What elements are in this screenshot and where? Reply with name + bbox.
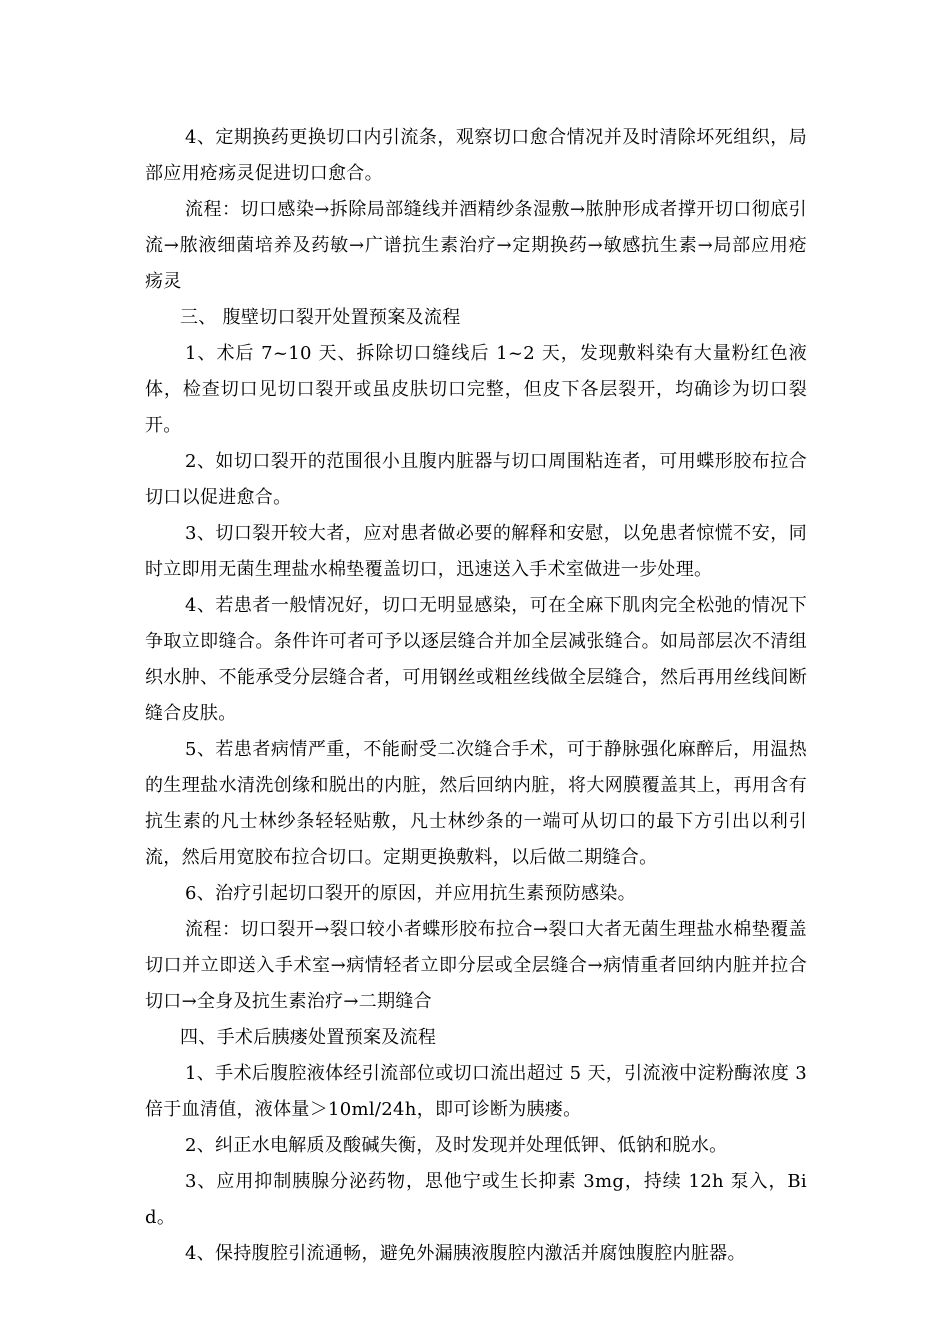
paragraph-flow-incision-infection: 流程：切口感染→拆除局部缝线并酒精纱条湿敷→脓肿形成者撑开切口彻底引流→脓液细菌培养及药敏→广谱抗生素治疗→定期换药→敏感抗生素→局部应用疮疡灵 [145,199,807,292]
paragraph-step-2-butterfly-tape: 2、如切口裂开的范围很小且腹内脏器与切口周围粘连者，可用蝶形胶布拉合切口以促进愈合。 [145,451,807,508]
section-heading-3-wound-dehiscence: 三、 腹壁切口裂开处置预案及流程 [180,307,461,328]
paragraph-step-6-treat-cause: 6、治疗引起切口裂开的原因，并应用抗生素预防感染。 [185,883,636,904]
paragraph-step-4-dressing-change: 4、定期换药更换切口内引流条，观察切口愈合情况并及时清除坏死组织，局部应用疮疡灵促进切口愈合。 [145,127,807,184]
paragraph-fistula-step-2-electrolytes: 2、纠正水电解质及酸碱失衡，及时发现并处理低钾、低钠和脱水。 [185,1135,728,1156]
paragraph-fistula-step-4-drainage: 4、保持腹腔引流通畅，避免外漏胰液腹腔内激活并腐蚀腹腔内脏器。 [185,1243,746,1264]
paragraph-fistula-step-1-diagnosis: 1、手术后腹腔液体经引流部位或切口流出超过 5 天，引流液中淀粉酶浓度 3 倍于血清值，液体量＞10ml/24h，即可诊断为胰瘘。 [145,1063,807,1120]
paragraph-fistula-step-3-medication: 3、应用抑制胰腺分泌药物，思他宁或生长抑素 3mg，持续 12h 泵入，Bid。 [145,1171,807,1228]
paragraph-step-4-suture: 4、若患者一般情况好，切口无明显感染，可在全麻下肌肉完全松弛的情况下争取立即缝合。条件许可者可予以逐层缝合并加全层减张缝合。如局部层次不清组织水肿、不能承受分层缝合者，可用钢丝或粗丝线做全层缝合，然后再用丝线间断缝合皮肤。 [145,595,807,724]
section-heading-4-pancreatic-fistula: 四、手术后胰瘘处置预案及流程 [180,1027,437,1048]
paragraph-step-3-large-dehiscence: 3、切口裂开较大者，应对患者做必要的解释和安慰，以免患者惊慌不安，同时立即用无菌生理盐水棉垫覆盖切口，迅速送入手术室做进一步处理。 [145,523,807,580]
paragraph-step-5-severe-condition: 5、若患者病情严重，不能耐受二次缝合手术，可于静脉强化麻醉后，用温热的生理盐水清洗创缘和脱出的内脏，然后回纳内脏，将大网膜覆盖其上，再用含有抗生素的凡士林纱条轻轻贴敷，凡士林纱条的一端可从切口的最下方引出以利引流，然后用宽胶布拉合切口。定期更换敷料，以后做二期缝合。 [145,739,807,868]
document-body [145,120,807,1272]
paragraph-step-1-diagnosis: 1、术后 7~10 天、拆除切口缝线后 1~2 天，发现敷料染有大量粉红色液体，检查切口见切口裂开或虽皮肤切口完整，但皮下各层裂开，均确诊为切口裂开。 [145,343,807,436]
paragraph-flow-wound-dehiscence: 流程：切口裂开→裂口较小者蝶形胶布拉合→裂口大者无菌生理盐水棉垫覆盖切口并立即送入手术室→病情轻者立即分层或全层缝合→病情重者回纳内脏并拉合切口→全身及抗生素治疗→二期缝合 [145,919,807,1012]
